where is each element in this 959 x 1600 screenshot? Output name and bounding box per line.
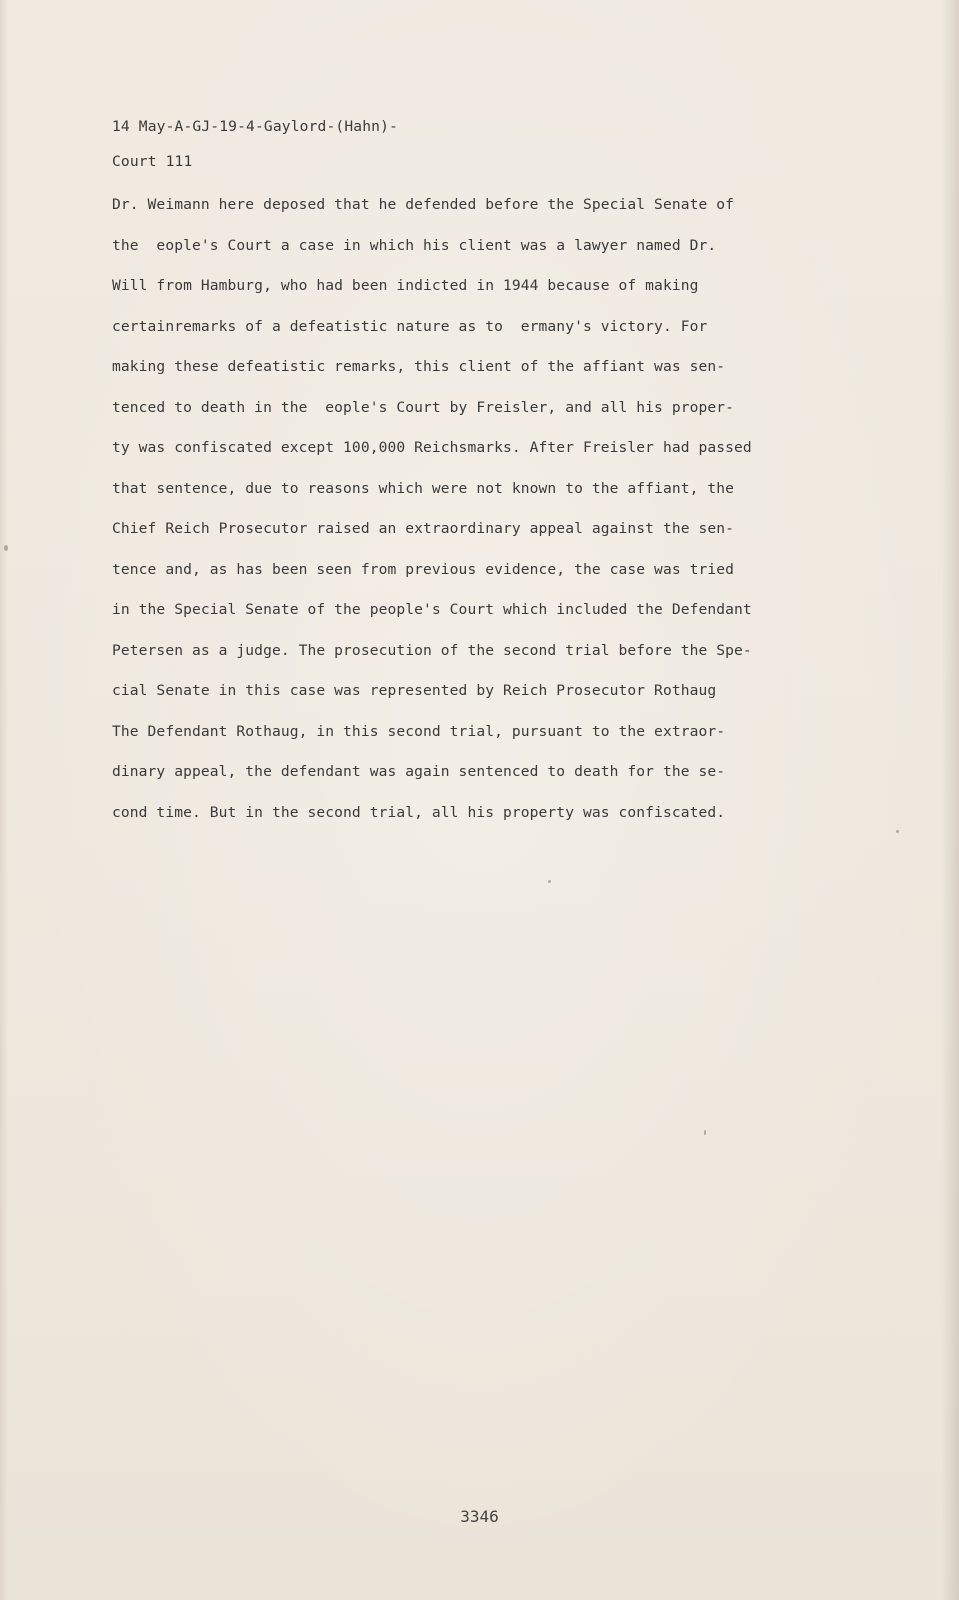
page-edge-shadow-right [941, 0, 959, 1600]
text-line: cial Senate in this case was represented by Reich Prosecutor Rothaug [112, 682, 717, 699]
text-line: Will from Hamburg, who had been indicted in 1944 because of making [112, 277, 699, 294]
text-line: certainremarks of a defeatistic nature as to ermany's victory. For [112, 317, 708, 335]
text-line: Dr. Weimann here deposed that he defended before the Special Senate of [112, 196, 735, 213]
text-line: ty was confiscated except 100,000 Reichsmarks. After Freisler had passed [112, 439, 752, 456]
text-line: the eople's Court a case in which his client was a lawyer named Dr. [112, 236, 717, 254]
text-line: cond time. But in the second trial, all his property was confiscated. [112, 803, 726, 821]
text-line: Chief Reich Prosecutor raised an extraordinary appeal against the sen- [112, 520, 735, 537]
paper-speck [548, 880, 551, 883]
document-header: 14 May-A-GJ-19-4-Gaylord-(Hahn)- [112, 118, 398, 135]
text-line: making these defeatistic remarks, this client of the affiant was sen- [112, 358, 726, 375]
text-line: Petersen as a judge. The prosecution of the second trial before the Spe- [112, 641, 752, 659]
text-line: The Defendant Rothaug, in this second trial, pursuant to the extraor- [112, 722, 726, 740]
paper-speck [4, 545, 8, 551]
page-edge-shadow-left [0, 0, 8, 1600]
paper-speck [896, 830, 899, 833]
text-line: in the Special Senate of the people's Court which included the Defendant [112, 601, 752, 618]
court-label: Court 111 [112, 153, 193, 170]
body-paragraph [112, 195, 852, 843]
text-line: tenced to death in the eople's Court by Freisler, and all his proper- [112, 398, 735, 416]
text-line: that sentence, due to reasons which were not known to the affiant, the [112, 479, 735, 497]
text-line: tence and, as has been seen from previous evidence, the case was tried [112, 560, 735, 578]
page-number: 3346 [460, 1507, 499, 1526]
paper-speck [704, 1130, 706, 1135]
text-line: dinary appeal, the defendant was again sentenced to death for the se- [112, 763, 726, 780]
